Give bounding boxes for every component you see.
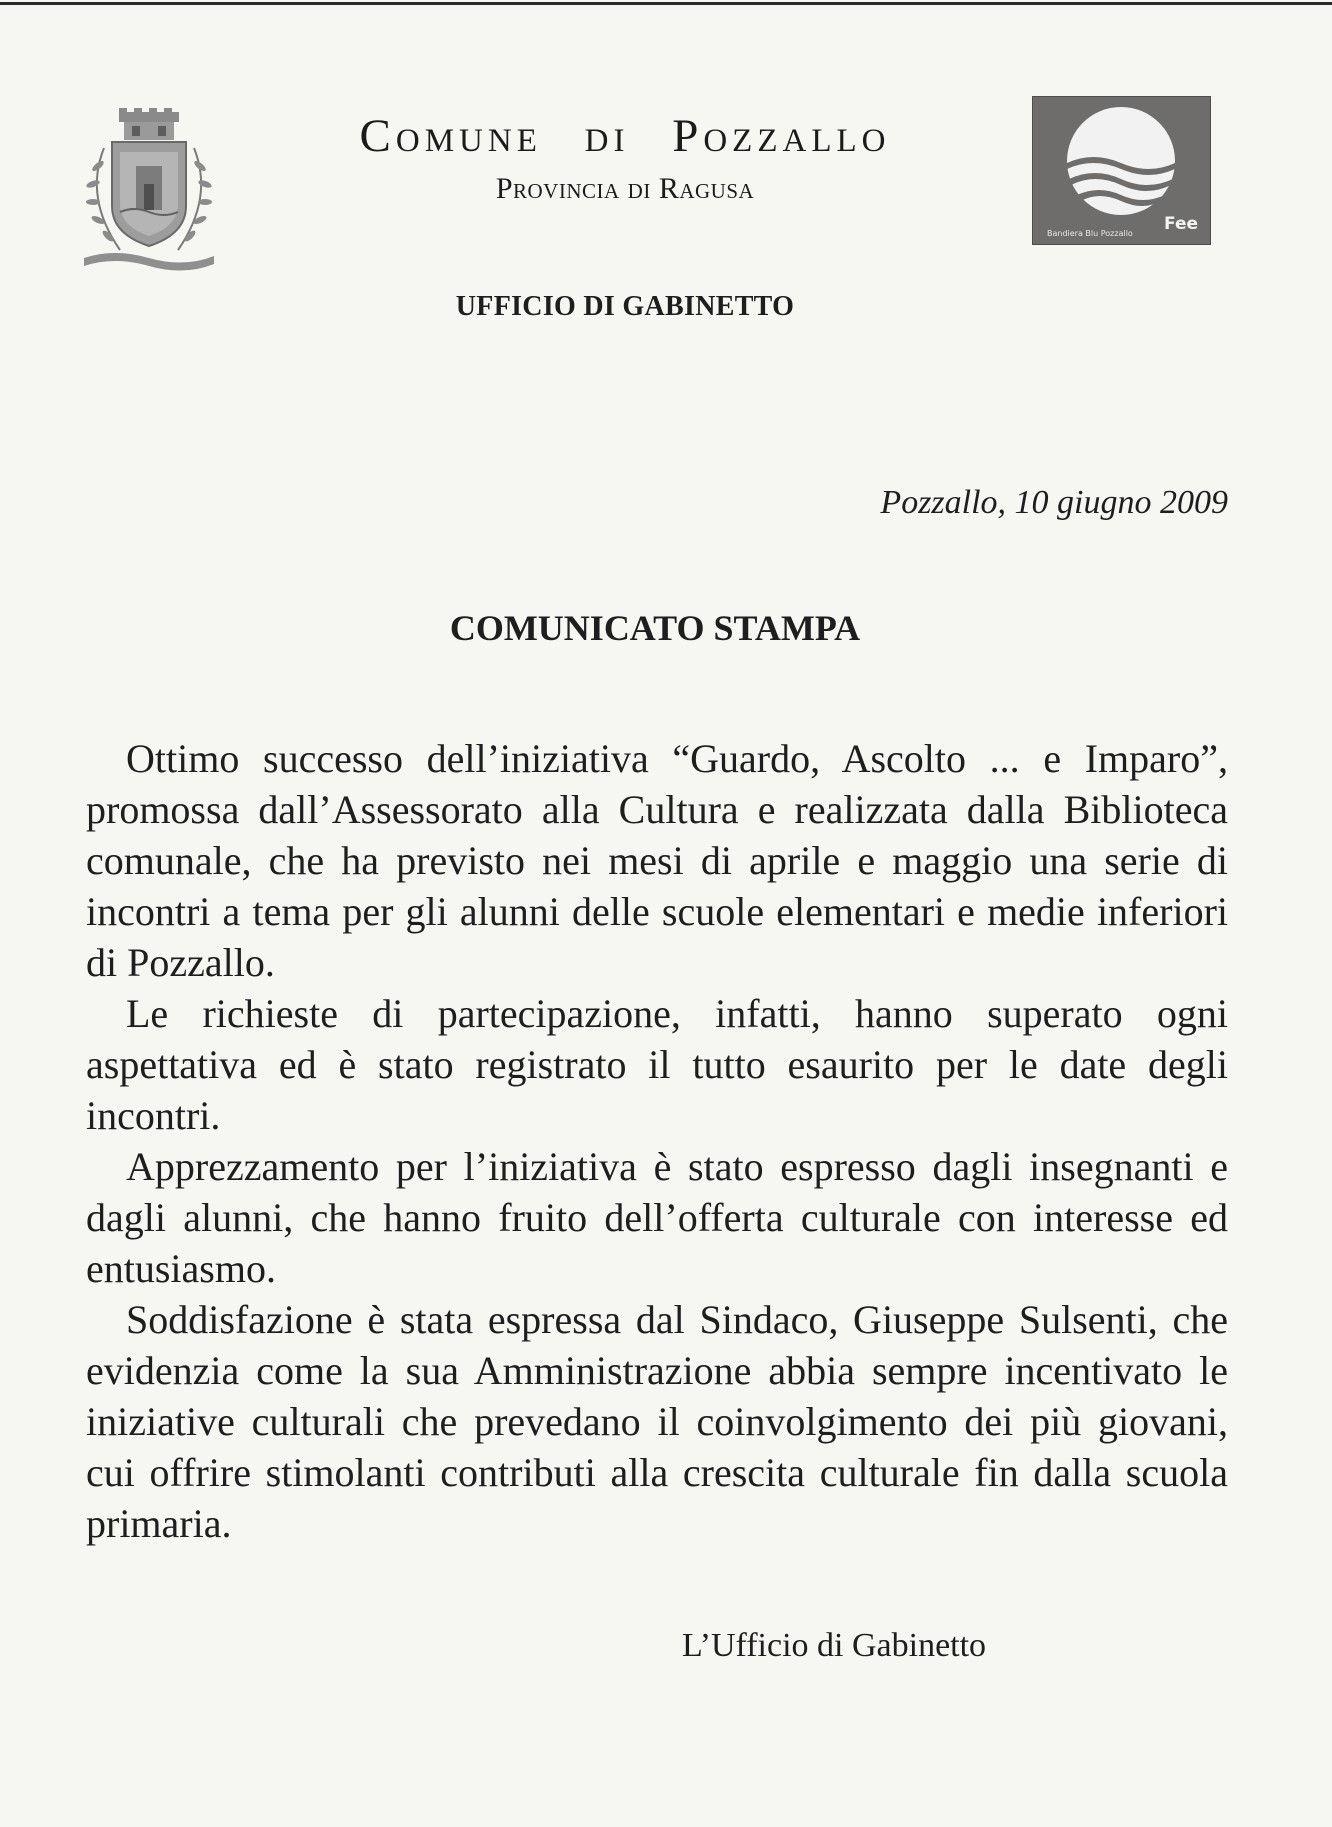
signature: L’Ufficio di Gabinetto xyxy=(682,1627,987,1664)
province-name: Provincia di Ragusa xyxy=(495,172,755,205)
blue-flag-icon xyxy=(1032,96,1211,245)
body-paragraph: Soddisfazione è stata espressa dal Sindaco, Giuseppe Sulsenti, che evidenzia come la sua Amministrazione abbia sempre incentivato le iniziative culturali che prevedano il coinvolgimento dei più giovani, cui offrire stimolanti contributi alla crescita culturale fin dalla scuola primaria. xyxy=(86,1297,1228,1546)
document-date: Pozzallo, 10 giugno 2009 xyxy=(880,484,1228,521)
body-paragraph: Le richieste di partecipazione, infatti, hanno superato ogni aspettativa ed è stato registrato il tutto esaurito per le date degli incontri. xyxy=(86,991,1228,1138)
municipal-crest-icon xyxy=(74,108,224,278)
top-border-line xyxy=(0,2,1332,5)
office-name: UFFICIO DI GABINETTO xyxy=(455,291,795,322)
flag-caption: Bandiera Blu Pozzallo xyxy=(1047,229,1133,238)
letterhead xyxy=(300,108,950,206)
body-paragraph: Apprezzamento per l’iniziativa è stato espresso dagli insegnanti e dagli alunni, che hanno fruito dell’offerta culturale con interesse ed entusiasmo. xyxy=(86,1144,1228,1291)
press-release-body xyxy=(86,733,1228,1549)
document-title: COMUNICATO STAMPA xyxy=(449,608,861,648)
fee-logo-text: Fee xyxy=(1164,214,1198,234)
body-paragraph: Ottimo successo dell’iniziativa “Guardo, Ascolto ... e Imparo”, promossa dall’Assessorato alla Cultura e realizzata dalla Biblioteca comunale, che ha previsto nei mesi di aprile e maggio una serie di incontri a tema per gli alunni delle scuole elementari e medie inferiori di Pozzallo. xyxy=(86,736,1228,985)
municipality-name: Comune di Pozzallo xyxy=(359,110,891,162)
